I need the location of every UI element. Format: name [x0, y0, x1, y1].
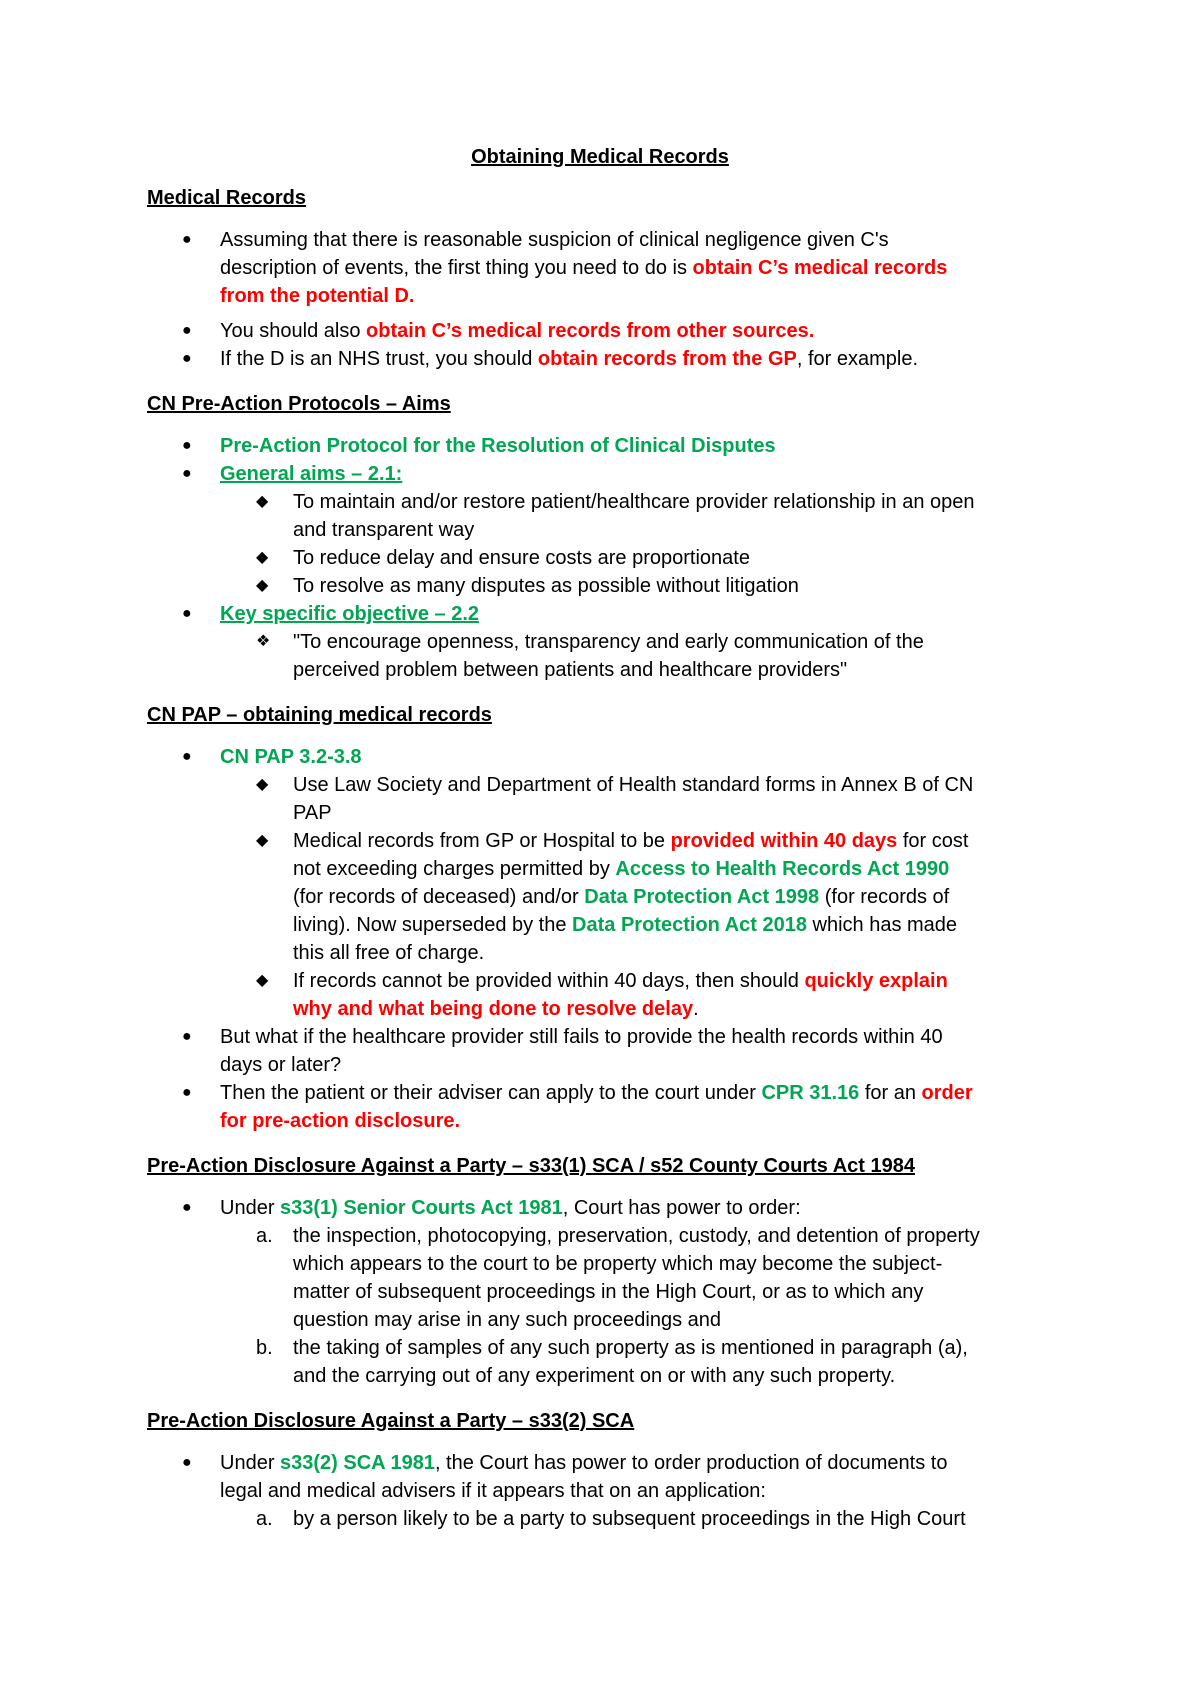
diamond-bullet: ◆	[256, 577, 269, 594]
text-line: not exceeding charges permitted by Access to Health Records Act 1990	[293, 858, 950, 880]
text-line: General aims – 2.1:	[220, 463, 403, 485]
text-line: and transparent way	[293, 519, 475, 541]
bullet-dot: ●	[182, 1199, 192, 1216]
text-line: which appears to the court to be property which may become the subject-	[293, 1253, 943, 1275]
text-line: Use Law Society and Department of Health standard forms in Annex B of CN	[293, 774, 974, 796]
bullet-dot: ●	[182, 231, 192, 248]
heading-medical-records: Medical Records	[147, 187, 306, 209]
heading-s33-2: Pre-Action Disclosure Against a Party – s33(2) SCA	[147, 1410, 635, 1432]
bullet-dot: ●	[182, 1084, 192, 1101]
diamond-bullet: ◆	[256, 776, 269, 793]
text-line: If records cannot be provided within 40 days, then should quickly explain	[293, 970, 948, 992]
text-line: You should also obtain C’s medical records from other sources.	[220, 320, 815, 342]
text-line: days or later?	[220, 1054, 342, 1076]
list-label-b: b.	[256, 1337, 273, 1359]
text-line: If the D is an NHS trust, you should obtain records from the GP, for example.	[220, 348, 919, 370]
text-line: description of events, the first thing you need to do is obtain C’s medical records	[220, 257, 948, 279]
list-label-a: a.	[256, 1508, 273, 1530]
star-bullet: ❖	[256, 633, 271, 650]
text-line: Key specific objective – 2.2	[220, 603, 480, 625]
text-line: the inspection, photocopying, preservation, custody, and detention of property	[293, 1225, 980, 1247]
text-line: Under s33(2) SCA 1981, the Court has power to order production of documents to	[220, 1452, 948, 1474]
text-line: To resolve as many disputes as possible without litigation	[293, 575, 799, 597]
text-line: by a person likely to be a party to subsequent proceedings in the High Court	[293, 1508, 966, 1530]
bullet-dot: ●	[182, 322, 192, 339]
text-line: this all free of charge.	[293, 942, 485, 964]
heading-s33-1: Pre-Action Disclosure Against a Party – s33(1) SCA / s52 County Courts Act 1984	[147, 1155, 916, 1177]
bullet-dot: ●	[182, 605, 192, 622]
text-line: Medical records from GP or Hospital to be provided within 40 days for cost	[293, 830, 969, 852]
text-line: "To encourage openness, transparency and early communication of the	[293, 631, 924, 653]
bullet-dot: ●	[182, 1028, 192, 1045]
text-line: CN PAP 3.2-3.8	[220, 746, 362, 768]
bullet-dot: ●	[182, 1454, 192, 1471]
text-line: To reduce delay and ensure costs are proportionate	[293, 547, 750, 569]
text-line: and the carrying out of any experiment on or with any such property.	[293, 1365, 896, 1387]
diamond-bullet: ◆	[256, 832, 269, 849]
text-line: But what if the healthcare provider still fails to provide the health records within 40	[220, 1026, 943, 1048]
text-line: question may arise in any such proceedings and	[293, 1309, 722, 1331]
text-line: legal and medical advisers if it appears that on an application:	[220, 1480, 766, 1502]
diamond-bullet: ◆	[256, 493, 269, 510]
bullet-dot: ●	[182, 748, 192, 765]
text-line: Pre-Action Protocol for the Resolution of Clinical Disputes	[220, 435, 776, 457]
text-line: Under s33(1) Senior Courts Act 1981, Court has power to order:	[220, 1197, 801, 1219]
text-line: the taking of samples of any such property as is mentioned in paragraph (a),	[293, 1337, 968, 1359]
text-line: why and what being done to resolve delay.	[293, 998, 699, 1020]
heading-cn-pap-aims: CN Pre-Action Protocols – Aims	[147, 393, 451, 415]
bullet-dot: ●	[182, 465, 192, 482]
diamond-bullet: ◆	[256, 549, 269, 566]
diamond-bullet: ◆	[256, 972, 269, 989]
bullet-dot: ●	[182, 437, 192, 454]
text-line: living). Now superseded by the Data Protection Act 2018 which has made	[293, 914, 958, 936]
text-line: (for records of deceased) and/or Data Protection Act 1998 (for records of	[293, 886, 950, 908]
text-line: Assuming that there is reasonable suspicion of clinical negligence given C's	[220, 229, 889, 251]
list-label-a: a.	[256, 1225, 273, 1247]
text-line: for pre-action disclosure.	[220, 1110, 461, 1132]
heading-cn-pap-records: CN PAP – obtaining medical records	[147, 704, 492, 726]
text-line: Then the patient or their adviser can apply to the court under CPR 31.16 for an order	[220, 1082, 973, 1104]
text-line: To maintain and/or restore patient/healthcare provider relationship in an open	[293, 491, 975, 513]
text-line: matter of subsequent proceedings in the High Court, or as to which any	[293, 1281, 924, 1303]
text-line: PAP	[293, 802, 332, 824]
text-line: from the potential D.	[220, 285, 415, 307]
bullet-dot: ●	[182, 350, 192, 367]
page-title: Obtaining Medical Records	[471, 146, 729, 168]
text-line: perceived problem between patients and healthcare providers"	[293, 659, 848, 681]
